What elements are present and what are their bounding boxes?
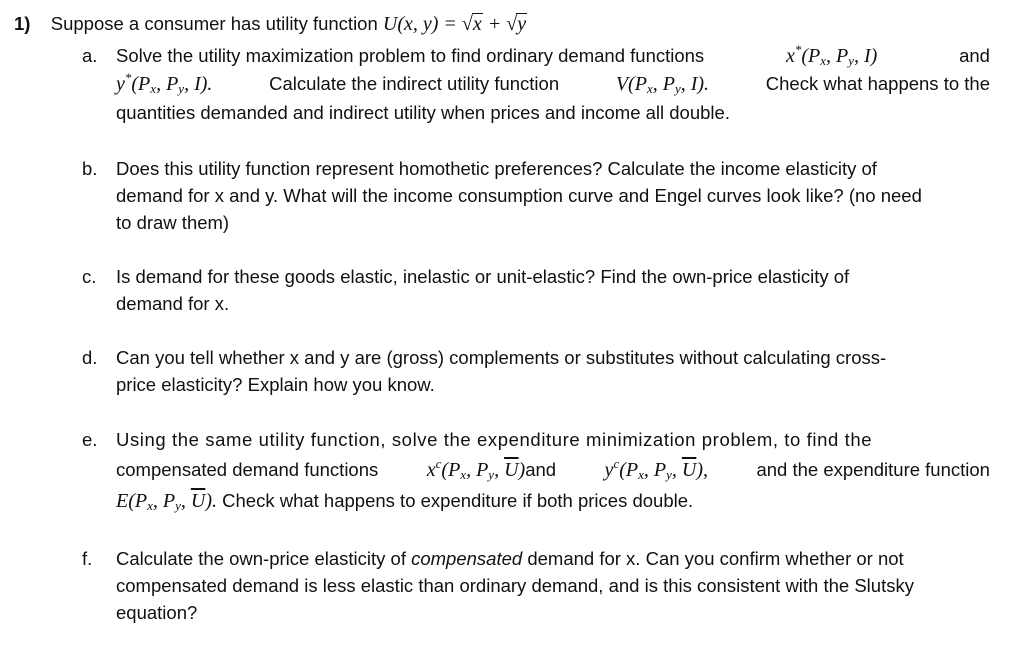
- part-e-line-1: [116, 428, 990, 452]
- part-a-line-3: quantities demanded and indirect utility when prices and income all double.: [116, 102, 730, 123]
- part-a-label: a.: [82, 45, 98, 66]
- part-e-text-and: and: [525, 459, 557, 480]
- part-f-label: f.: [82, 548, 93, 569]
- part-e-line-2: [116, 458, 990, 482]
- part-e-math-e: $E(P_x$, $P_y$, $\overline{U}$).: [116, 490, 217, 513]
- part-a-text-2: Calculate the indirect utility function: [269, 73, 560, 94]
- part-e-math-yc: $y^c(P_x$, $P_y$, $\overline{U}$),: [604, 456, 709, 482]
- part-a-line-1: [116, 44, 990, 68]
- part-a-text-2b: Check what happens to the: [765, 73, 990, 94]
- question-intro: Suppose a consumer has utility function: [50, 13, 383, 34]
- question-number: 1): [14, 13, 31, 34]
- part-d-line-1: Can you tell whether x and y are (gross) complements or substitutes without calculating cross-: [116, 347, 887, 368]
- part-b-line-3: to draw them): [116, 212, 230, 233]
- part-e-math-xc: $x^c(P_x$, $P_y$, $\overline{U}$): [426, 456, 526, 482]
- part-c-line-2: demand for x.: [116, 293, 230, 314]
- part-e-line-3: [116, 489, 693, 513]
- part-e-text-3: Check what happens to expenditure if both prices double.: [222, 490, 694, 511]
- part-b-label: b.: [82, 158, 98, 179]
- part-d-line-2: price elasticity? Explain how you know.: [116, 374, 435, 395]
- part-b-line-1: Does this utility function represent homothetic preferences? Calculate the income elasticity of: [116, 158, 877, 179]
- utility-formula: U(x, y) = √x + √y: [382, 13, 527, 35]
- part-a-line-2: [116, 72, 990, 96]
- part-f-line-2: compensated demand is less elastic than ordinary demand, and is this consistent with the Slutsky: [116, 575, 914, 596]
- part-a-text-and: and: [959, 45, 990, 66]
- part-d-label: d.: [82, 347, 98, 368]
- part-f-line-3: equation?: [116, 602, 198, 623]
- part-f-text-1a: Calculate the own-price elasticity of: [116, 548, 406, 569]
- part-a-math-ystar: $y^*(P_x$, $P_y$, I).: [116, 70, 213, 96]
- part-e-text-1: Using the same utility function, solve the expenditure minimization problem, to find the: [116, 429, 873, 450]
- part-c-label: c.: [82, 266, 97, 287]
- part-f-line-1: [116, 547, 904, 571]
- part-b-line-2: demand for x and y. What will the income consumption curve and Engel curves look like? (no need: [116, 185, 922, 206]
- part-a-text-1: Solve the utility maximization problem to find ordinary demand functions: [116, 45, 705, 66]
- part-e-label: e.: [82, 429, 98, 450]
- part-a-math-xstar: $x^*(P_x$, $P_y$, I): [785, 42, 878, 68]
- part-c-line-1: Is demand for these goods elastic, inelastic or unit-elastic? Find the own-price elasticity of: [116, 266, 850, 287]
- part-e-text-2a: compensated demand functions: [116, 459, 379, 480]
- part-f-text-1b: demand for x. Can you confirm whether or not: [527, 548, 904, 569]
- part-e-text-2c: and the expenditure function: [756, 459, 990, 480]
- part-f-text-emphasis: compensated: [411, 548, 523, 569]
- part-a-math-v: $V(P_x$, $P_y$, I).: [615, 73, 710, 96]
- question-header: [14, 12, 527, 36]
